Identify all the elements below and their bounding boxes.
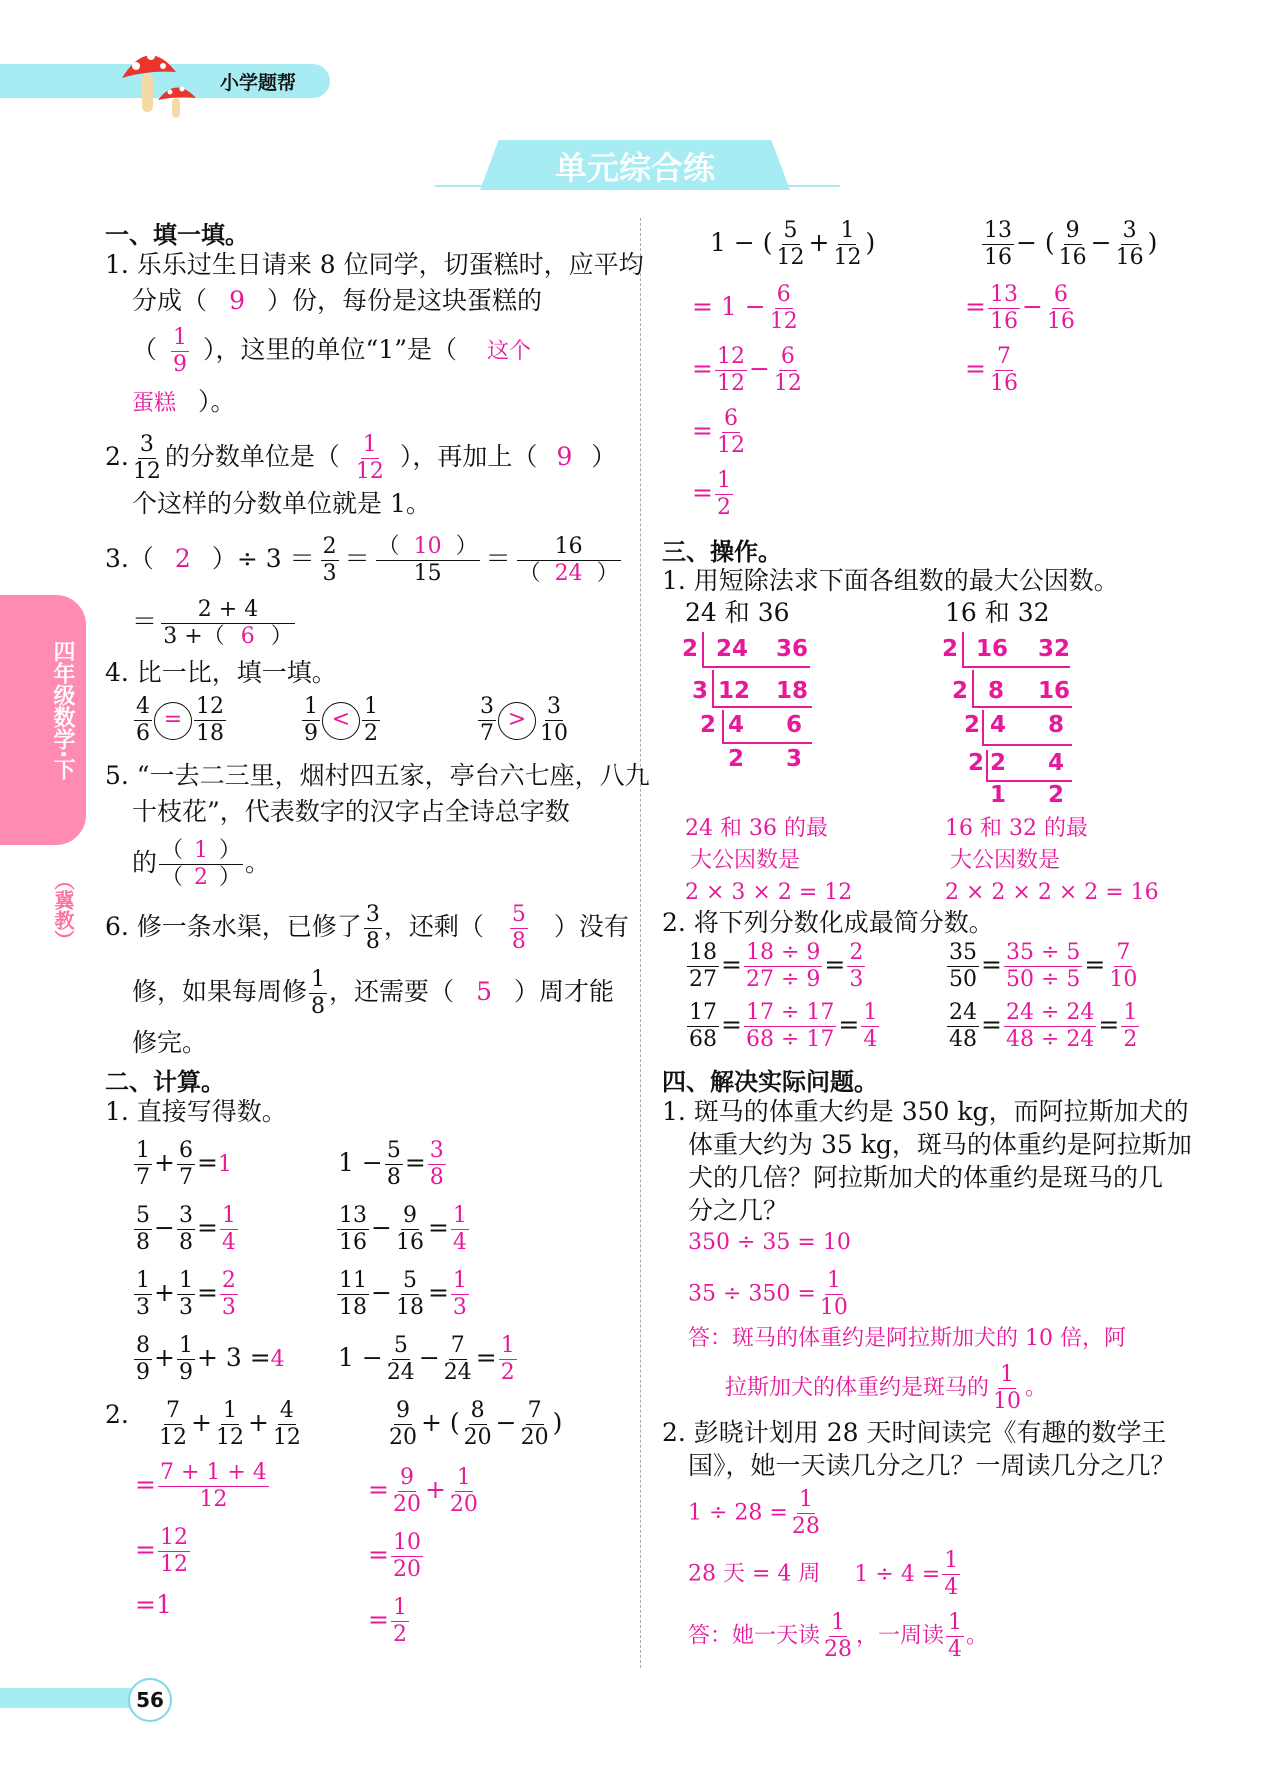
calc-b-expression: $\frac{9}{20}$ + ( $\frac{8}{20}$ − $\frac{7}{20}$ ) bbox=[389, 1398, 563, 1450]
q1-line2: 分成（ 9 ）份，每份是这块蛋糕的 bbox=[132, 284, 542, 318]
q2-answer-fraction: $\frac{1}{12}$ bbox=[355, 432, 384, 484]
q4-compare-row bbox=[132, 694, 596, 747]
column-divider bbox=[640, 218, 641, 1668]
ladder-value: 2 bbox=[728, 746, 745, 772]
ladder-value: 4 bbox=[728, 712, 745, 738]
compare-item: $\frac{3}{7}$ > $\frac{3}{10}$ bbox=[480, 694, 568, 746]
group-a-answer-3: 2 × 3 × 2 = 12 bbox=[685, 880, 853, 905]
q6-line3: 修完。 bbox=[132, 1028, 208, 1057]
side-tab-grade: 四年级数学·下 bbox=[50, 640, 75, 781]
simplify-item: $\frac{35}{50}$ = $\frac{35 \div 5}{50 \div 5}$ = $\frac{7}{10}$ bbox=[949, 940, 1138, 992]
direct-calc-item: 1 − $\frac{5}{8}$ = $\frac{3}{8}$ bbox=[338, 1138, 444, 1190]
p1-answer-1: 答：斑马的体重约是阿拉斯加犬的 10 倍，阿 bbox=[688, 1326, 1126, 1351]
q1-answer-fraction: $\frac{1}{9}$ bbox=[173, 325, 188, 377]
p1-line3: 犬的几倍？阿拉斯加犬的体重约是斑马的几 bbox=[688, 1163, 1164, 1192]
ladder-divisor: 3 bbox=[692, 678, 709, 704]
compare-item: $\frac{4}{6}$ = $\frac{12}{18}$ bbox=[136, 694, 224, 746]
p1-line4: 分之几？ bbox=[688, 1196, 789, 1225]
group-a-label: 24 和 36 bbox=[685, 598, 790, 627]
q1-line4: 蛋糕 ）。 bbox=[132, 387, 236, 416]
q6-line1: 6. 修一条水渠，已修了 $\frac{3}{8}$ ，还剩（ $\frac{5}{8}$ ）没有 bbox=[105, 902, 629, 954]
ladder-value: 2 bbox=[990, 750, 1007, 776]
compare-circle: > bbox=[498, 702, 536, 740]
calc-a-step: =1 bbox=[135, 1590, 172, 1619]
ladder-value: 3 bbox=[786, 746, 803, 772]
section4-heading: 四、解决实际问题。 bbox=[662, 1068, 878, 1096]
compare-item: $\frac{1}{9}$ < $\frac{1}{2}$ bbox=[304, 694, 378, 746]
q3-line2: ＝ $\frac{2 + 4}{3 +( 6 )}$ bbox=[132, 597, 297, 650]
p2-step-1: 1 ÷ 28 = $\frac{1}{28}$ bbox=[688, 1487, 820, 1539]
ladder-divisor: 2 bbox=[968, 750, 985, 776]
simplify-item: $\frac{18}{27}$ = $\frac{18 \div 9}{27 \div 9}$ = $\frac{2}{3}$ bbox=[689, 940, 864, 992]
ladder-value: 36 bbox=[776, 636, 809, 662]
group-b-answer-2: 大公因数是 bbox=[950, 848, 1061, 873]
page-number: 56 bbox=[128, 1678, 172, 1722]
direct-calc-item: $\frac{11}{18}$ − $\frac{5}{18}$ = $\frac{1}{3}$ bbox=[339, 1268, 467, 1320]
calc-c-expression: 1 − ( $\frac{5}{12}$ + $\frac{1}{12}$ ) bbox=[710, 218, 876, 270]
ladder-divisor: 2 bbox=[964, 712, 981, 738]
calc-b-step: = $\frac{9}{20}$ + $\frac{1}{20}$ bbox=[368, 1465, 478, 1517]
direct-calc-item: $\frac{1}{7}$ + $\frac{6}{7}$ =1 bbox=[136, 1138, 232, 1190]
section3-sub2: 2. 将下列分数化成最简分数。 bbox=[662, 908, 994, 937]
ladder-value: 32 bbox=[1038, 636, 1071, 662]
section2-heading: 二、计算。 bbox=[105, 1068, 225, 1096]
p2-line1: 2. 彭晓计划用 28 天时间读完《有趣的数学王 bbox=[662, 1418, 1167, 1447]
q6-answer-fraction: $\frac{5}{8}$ bbox=[511, 902, 526, 954]
ladder-value: 18 bbox=[776, 678, 809, 704]
q2-line2: 个这样的分数单位就是 1。 bbox=[132, 489, 431, 518]
group-b-label: 16 和 32 bbox=[945, 598, 1050, 627]
ladder-value: 16 bbox=[1038, 678, 1071, 704]
calc-b-step: = $\frac{10}{20}$ bbox=[368, 1530, 421, 1582]
p2-answer: 答：她一天读 $\frac{1}{28}$ ，一周读 $\frac{1}{4}$ 。 bbox=[688, 1610, 989, 1662]
calc-c-step: = $\frac{1}{2}$ bbox=[692, 468, 731, 520]
q5-line1: 5. “一去二三里，烟村四五家，亭台六七座，八九 bbox=[105, 761, 650, 790]
q4-label: 4. 比一比，填一填。 bbox=[105, 658, 337, 687]
q3-answer-b: 10 bbox=[413, 534, 442, 559]
ladder-value: 16 bbox=[976, 636, 1009, 662]
q5-line2: 十枝花”，代表数字的汉字占全诗总字数 bbox=[132, 797, 570, 826]
short-division-b bbox=[940, 632, 1100, 812]
brand-label: 小学题帮 bbox=[220, 72, 297, 94]
q2-line1: 2. $\frac{3}{12}$ 的分数单位是（ $\frac{1}{12}$ ），再加上（ 9 ） bbox=[105, 432, 617, 484]
ladder-value: 4 bbox=[990, 712, 1007, 738]
direct-calc-item: $\frac{8}{9}$ + $\frac{1}{9}$ + 3 =4 bbox=[136, 1333, 285, 1385]
ladder-divisor: 2 bbox=[682, 636, 699, 662]
section3-heading: 三、操作。 bbox=[662, 538, 782, 566]
page-title: 单元综合练 bbox=[554, 149, 715, 187]
calc-a-expression: $\frac{7}{12}$ + $\frac{1}{12}$ + $\frac{4}{12}$ bbox=[159, 1398, 301, 1450]
q3-line1: 3.（ 2 ）÷ 3 ＝ $\frac{2}{3}$ ＝ （ 10 ） 15 ＝ 16 （ 24 ） bbox=[105, 534, 619, 586]
calc-b-step: = $\frac{1}{2}$ bbox=[368, 1595, 407, 1647]
direct-calc-item: 1 − $\frac{5}{24}$ − $\frac{7}{24}$ = $\frac{1}{2}$ bbox=[338, 1333, 515, 1385]
ladder-value: 8 bbox=[988, 678, 1005, 704]
q2-answer-count: 9 bbox=[556, 442, 573, 471]
simplify-item: $\frac{24}{48}$ = $\frac{24 \div 24}{48 \div 24}$ = $\frac{1}{2}$ bbox=[949, 1000, 1138, 1052]
q6-line2: 修，如果每周修 $\frac{1}{8}$ ，还需要（ 5 ）周才能 bbox=[132, 967, 615, 1019]
q3-answer-c: 24 bbox=[554, 561, 583, 586]
calc-d-step: = $\frac{13}{16}$ − $\frac{6}{16}$ bbox=[965, 282, 1075, 334]
q3-answer-a: 2 bbox=[174, 544, 191, 573]
calc-d-step: = $\frac{7}{16}$ bbox=[965, 344, 1018, 396]
group-b-answer-3: 2 × 2 × 2 × 2 = 16 bbox=[945, 880, 1159, 905]
q6-answer-weeks: 5 bbox=[476, 977, 492, 1006]
section2-sub1: 1. 直接写得数。 bbox=[105, 1097, 287, 1126]
p1-step-2: 35 ÷ 350 = $\frac{1}{10}$ bbox=[688, 1268, 848, 1320]
q1-answer-unit-a: 这个 bbox=[486, 339, 531, 364]
mushroom-icon bbox=[118, 42, 218, 120]
p1-answer-2: 拉斯加犬的体重约是斑马的 $\frac{1}{10}$ 。 bbox=[725, 1362, 1048, 1414]
calc-a-step: = $\frac{12}{12}$ bbox=[135, 1525, 188, 1577]
section2-sub2: 2. bbox=[105, 1400, 129, 1429]
ladder-value: 24 bbox=[716, 636, 749, 662]
group-a-answer-1: 24 和 36 的最 bbox=[685, 816, 828, 841]
q1-line1: 1. 乐乐过生日请来 8 位同学，切蛋糕时，应平均 bbox=[105, 250, 644, 279]
compare-circle: = bbox=[154, 702, 192, 740]
calc-c-step: = $\frac{6}{12}$ bbox=[692, 406, 745, 458]
direct-calc-item: $\frac{13}{16}$ − $\frac{9}{16}$ = $\frac{1}{4}$ bbox=[339, 1203, 467, 1255]
p1-line1: 1. 斑马的体重大约是 350 kg，而阿拉斯加犬的 bbox=[662, 1097, 1189, 1126]
ladder-divisor: 2 bbox=[952, 678, 969, 704]
direct-calc-item: $\frac{5}{8}$ − $\frac{3}{8}$ = $\frac{1}{4}$ bbox=[136, 1203, 236, 1255]
q1-answer-parts: 9 bbox=[229, 286, 245, 315]
side-tab-edition: （冀教） bbox=[51, 870, 75, 950]
ladder-value: 4 bbox=[1048, 750, 1065, 776]
section1-heading: 一、填一填。 bbox=[105, 221, 249, 249]
p2-step-2: 28 天 = 4 周 1 ÷ 4 = $\frac{1}{4}$ bbox=[688, 1548, 959, 1600]
simplify-item: $\frac{17}{68}$ = $\frac{17 \div 17}{68 \div 17}$ = $\frac{1}{4}$ bbox=[689, 1000, 878, 1052]
footer-bar bbox=[0, 1688, 140, 1708]
ladder-divisor: 2 bbox=[942, 636, 959, 662]
q5-line3: 的 （ 1 ） （ 2 ） 。 bbox=[132, 838, 271, 890]
q1-answer-unit-b: 蛋糕 bbox=[132, 391, 177, 416]
q5-answer-num: 1 bbox=[194, 838, 209, 863]
group-a-answer-2: 大公因数是 bbox=[690, 848, 801, 873]
direct-calc-item: $\frac{1}{3}$ + $\frac{1}{3}$ = $\frac{2}{3}$ bbox=[136, 1268, 236, 1320]
calc-c-step: = $\frac{12}{12}$ − $\frac{6}{12}$ bbox=[692, 344, 802, 396]
q3-answer-d: 6 bbox=[240, 624, 255, 649]
ladder-divisor: 2 bbox=[700, 712, 717, 738]
compare-circle: < bbox=[322, 702, 360, 740]
p2-line2: 国》，她一天读几分之几？一周读几分之几？ bbox=[688, 1451, 1176, 1480]
section3-sub1: 1. 用短除法求下面各组数的最大公因数。 bbox=[662, 566, 1119, 595]
ladder-value: 1 bbox=[990, 782, 1007, 808]
ladder-value: 12 bbox=[718, 678, 751, 704]
q1-line3: （ $\frac{1}{9}$ ），这里的单位“1”是（ 这个 bbox=[132, 325, 531, 377]
ladder-value: 8 bbox=[1048, 712, 1065, 738]
calc-c-step: = 1 − $\frac{6}{12}$ bbox=[692, 282, 798, 334]
q5-answer-den: 2 bbox=[194, 865, 209, 890]
p1-step-1: 350 ÷ 35 = 10 bbox=[688, 1230, 851, 1255]
p1-line2: 体重大约为 35 kg，斑马的体重约是阿拉斯加 bbox=[688, 1130, 1192, 1159]
calc-a-step: = $\frac{7 + 1 + 4}{12}$ bbox=[135, 1460, 267, 1512]
calc-d-expression: $\frac{13}{16}$ − ( $\frac{9}{16}$ − $\frac{3}{16}$ ) bbox=[984, 218, 1158, 270]
ladder-value: 6 bbox=[786, 712, 803, 738]
group-b-answer-1: 16 和 32 的最 bbox=[945, 816, 1088, 841]
ladder-value: 2 bbox=[1048, 782, 1065, 808]
